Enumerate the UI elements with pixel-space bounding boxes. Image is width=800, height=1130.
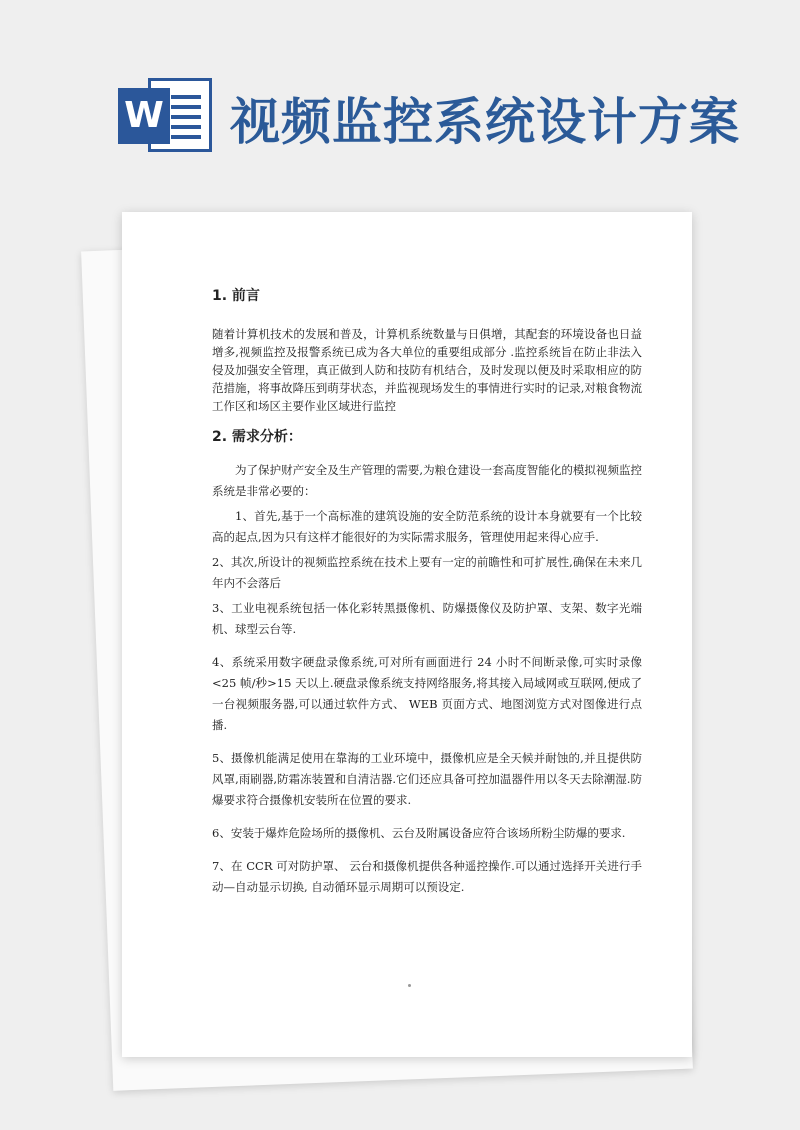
requirement-item-2: 2、其次,所设计的视频监控系统在技术上要有一定的前瞻性和可扩展性,确保在未来几年内不会落后 [212,555,642,590]
word-logo-letter: W [118,88,170,144]
document-page [122,212,692,1057]
word-document-icon [118,78,216,152]
section-heading-preface: 1. 前言 [212,288,260,304]
page-header [0,0,800,170]
requirement-item-4: 4、系统采用数字硬盘录像系统,可对所有画面进行 24 小时不间断录像,可实时录像<25 帧/秒>15 天以上.硬盘录像系统支持网络服务,将其接入局域网或互联网,便成了一台视频服务器,可以通过软件方式、 WEB 页面方式、地图浏览方式对图像进行点播. [212,655,642,732]
requirements-intro: 为了保护财产安全及生产管理的需要,为粮仓建设一套高度智能化的模拟视频监控系统是非常必要的： [212,463,642,498]
section-heading-requirements: 2. 需求分析： [212,429,302,445]
requirement-item-1: 1、首先,基于一个高标准的建筑设施的安全防范系统的设计本身就要有一个比较高的起点,因为只有这样才能很好的为实际需求服务，管理使用起来得心应手. [212,509,642,544]
document-content [212,286,642,898]
requirement-item-7: 7、在 CCR 可对防护罩、 云台和摄像机提供各种遥控操作.可以通过选择开关进行手动—自动显示切换, 自动循环显示周期可以预设定. [212,859,642,894]
page-dot [408,984,411,987]
requirement-item-5: 5、摄像机能满足使用在靠海的工业环境中，摄像机应是全天候并耐蚀的,并且提供防风罩,雨刷器,防霜冻装置和自清洁器.它们还应具备可控加温器件用以冬天去除潮湿.防爆要求符合摄像机安装所在位置的要求. [212,751,642,807]
requirement-item-6: 6、安装于爆炸危险场所的摄像机、云台及附属设备应符合该场所粉尘防爆的要求. [212,826,626,840]
preface-paragraph: 随着计算机技术的发展和普及，计算机系统数量与日俱增，其配套的环境设备也日益增多,视频监控及报警系统已成为各大单位的重要组成部分 .监控系统旨在防止非法入侵及加强安全管理，真正做到人防和技防有机结合，及时发现以便及时采取相应的防范措施，将事故降压到萌芽状态，并监视现场发生的事情进行实时的记录,对粮食物流工作区和场区主要作业区域进行监控 [212,327,642,413]
requirement-item-3: 3、工业电视系统包括一体化彩转黑摄像机、防爆摄像仪及防护罩、支架、数字光端机、球型云台等. [212,601,642,636]
page-title: 视频监控系统设计方案 [230,93,740,151]
